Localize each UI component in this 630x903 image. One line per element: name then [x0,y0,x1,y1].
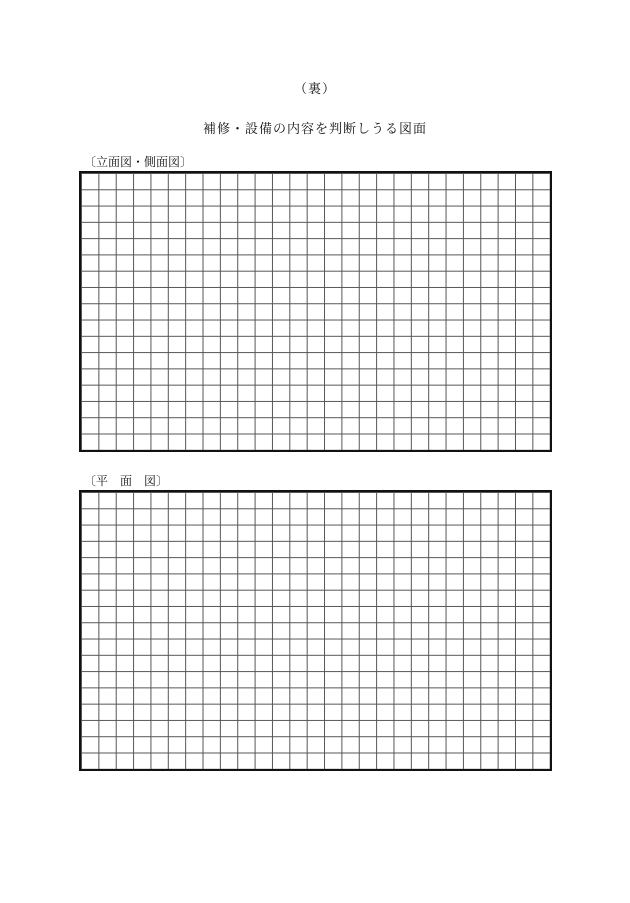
plan-view-label: 〔平 面 図〕 [84,474,169,488]
plan-view-grid [79,490,552,771]
elevation-side-view-grid [79,171,552,452]
back-side-label: （裏） [293,82,336,97]
document-title: 補修・設備の内容を判断しうる図面 [202,122,427,137]
elevation-side-view-label: 〔立面図・側面図〕 [84,155,193,169]
